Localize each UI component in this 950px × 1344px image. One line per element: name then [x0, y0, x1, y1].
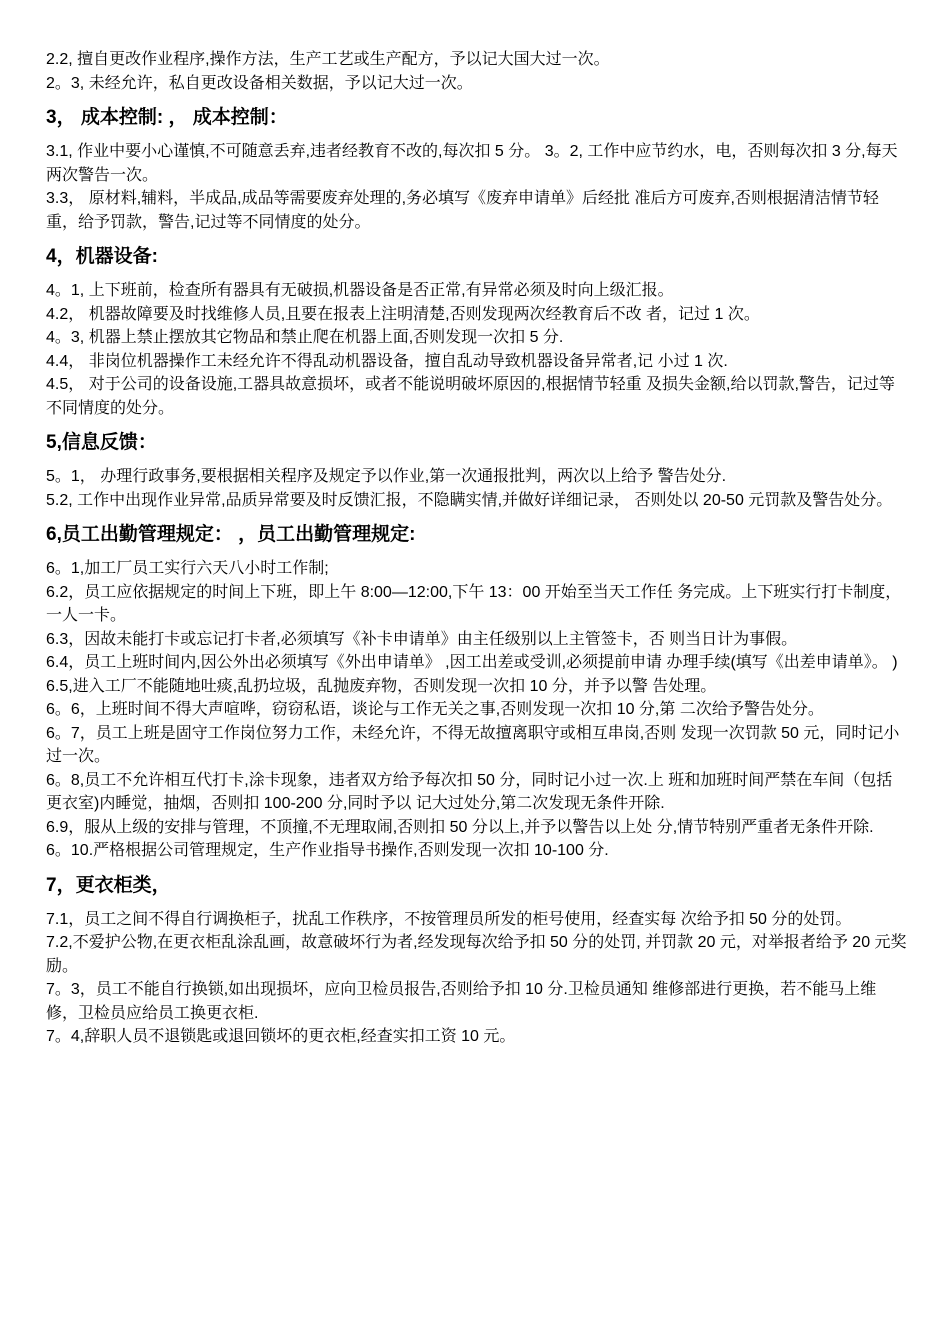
paragraph: 4。3, 机器上禁止摆放其它物品和禁止爬在机器上面,否则发现一次扣 5 分. [46, 329, 564, 346]
paragraph: 6。6，上班时间不得大声喧哗，窃窃私语，谈论与工作无关之事,否则发现一次扣 10 分,第 二次给予警告处分。 [46, 701, 824, 718]
document-page [46, 48, 908, 1049]
section-cost-control [46, 105, 908, 234]
paragraph: 5。1， 办理行政事务,要根据相关程序及规定予以作业,第一次通报批判，两次以上给予 警告处分. [46, 468, 727, 485]
paragraph: 2。3, 未经允许，私自更改设备相关数据，予以记大过一次。 [46, 74, 473, 92]
section-feedback [46, 430, 908, 512]
paragraph: 6。1,加工厂员工实行六天八小时工作制; [46, 560, 329, 577]
section-heading: 3， 成本控制: ， 成本控制： [46, 107, 288, 128]
paragraph: 6。10.严格根据公司管理规定，生产作业指导书操作,否则发现一次扣 10-100 分. [46, 842, 609, 859]
paragraph: 2.2, 擅自更改作业程序,操作方法，生产工艺或生产配方，予以记大国大过一次。 [46, 51, 610, 68]
paragraph: 6。8,员工不允许相互代打卡,涂卡现象，违者双方给予每次扣 50 分，同时记小过一次.上 班和加班时间严禁在车间（包括更衣室)内睡觉，抽烟，否则扣 100-200 分,同时予以 记大过处分,第二次发现无条件开除. [46, 771, 893, 812]
section-heading: 4，机器设备: [46, 246, 158, 267]
paragraph: 6。7，员工上班是固守工作岗位努力工作，未经允许，不得无故擅离职守或相互串岗,否则 发现一次罚款 50 元，同时记小过一次。 [46, 724, 900, 765]
paragraph: 6.2，员工应依据规定的时间上下班，即上午 8:00—12:00,下午 13：00 开始至当天工作任 务完成。上下班实行打卡制度，一人一卡。 [46, 583, 902, 624]
section-machine-equipment [46, 244, 908, 420]
paragraph: 6.5,进入工厂不能随地吐痰,乱扔垃圾，乱抛废弃物，否则发现一次扣 10 分，并予以警 告处理。 [46, 677, 717, 695]
paragraph: 7.1，员工之间不得自行调换柜子，扰乱工作秩序，不按管理员所发的柜号使用，经查实每 次给予扣 50 分的处罚。 [46, 910, 852, 928]
paragraph: 6.3，因故未能打卡或忘记打卡者,必须填写《补卡申请单》由主任级别以上主管签卡，否 则当日计为事假。 [46, 630, 798, 648]
paragraph: 3.3， 原材料,辅料，半成品,成品等需要废弃处理的,务必填写《废弃申请单》后经批 准后方可废弃,否则根据清洁情节轻重，给予罚款，警告,记过等不同情度的处分。 [46, 190, 879, 231]
paragraph: 3.1, 作业中要小心谨慎,不可随意丢弃,违者经教育不改的,每次扣 5 分。 3。2, 工作中应节约水，电，否则每次扣 3 分,每天两次警告一次。 [46, 143, 898, 184]
paragraph: 4。1, 上下班前，检查所有器具有无破损,机器设备是否正常,有异常必须及时向上级汇报。 [46, 282, 674, 299]
paragraph: 6.4，员工上班时间内,因公外出必须填写《外出申请单》 ,因工出差或受训,必须提前申请 办理手续(填写《出差申请单》。 ) [46, 654, 898, 671]
section-heading: 7，更衣柜类， [46, 874, 171, 896]
paragraph: 4.2， 机器故障要及时找维修人员,且要在报表上注明清楚,否则发现两次经教育后不改 者，记过 1 次。 [46, 305, 760, 323]
paragraph: 7。4,辞职人员不退锁匙或退回锁坏的更衣柜,经查实扣工资 10 元。 [46, 1028, 516, 1045]
paragraph: 4.4， 非岗位机器操作工未经允许不得乱动机器设备，擅自乱动导致机器设备异常者,记 小过 1 次. [46, 352, 728, 370]
paragraph: 6.9，服从上级的安排与管理，不顶撞,不无理取闹,否则扣 50 分以上,并予以警告以上处 分,情节特别严重者无条件开除. [46, 818, 874, 836]
section-attendance [46, 522, 908, 863]
section-heading: 6,员工出勤管理规定： ，员工出勤管理规定: [46, 524, 416, 545]
paragraph: 7。3，员工不能自行换锁,如出现损坏，应向卫检员报告,否则给予扣 10 分.卫检员通知 维修部进行更换，若不能马上维修，卫检员应给员工换更衣柜. [46, 981, 877, 1022]
section-intro [46, 48, 908, 95]
paragraph: 7.2,不爱护公物,在更衣柜乱涂乱画，故意破坏行为者,经发现每次给予扣 50 分的处罚, 并罚款 20 元，对举报者给予 20 元奖励。 [46, 934, 907, 975]
section-heading: 5,信息反馈： [46, 432, 157, 453]
paragraph: 5.2, 工作中出现作业异常,品质异常要及时反馈汇报，不隐瞒实情,并做好详细记录， 否则处以 20-50 元罚款及警告处分。 [46, 491, 893, 509]
section-lockers [46, 873, 908, 1049]
paragraph: 4.5， 对于公司的设备设施,工器具故意损坏，或者不能说明破坏原因的,根据情节轻重 及损失金额,给以罚款,警告，记过等不同情度的处分。 [46, 376, 895, 417]
